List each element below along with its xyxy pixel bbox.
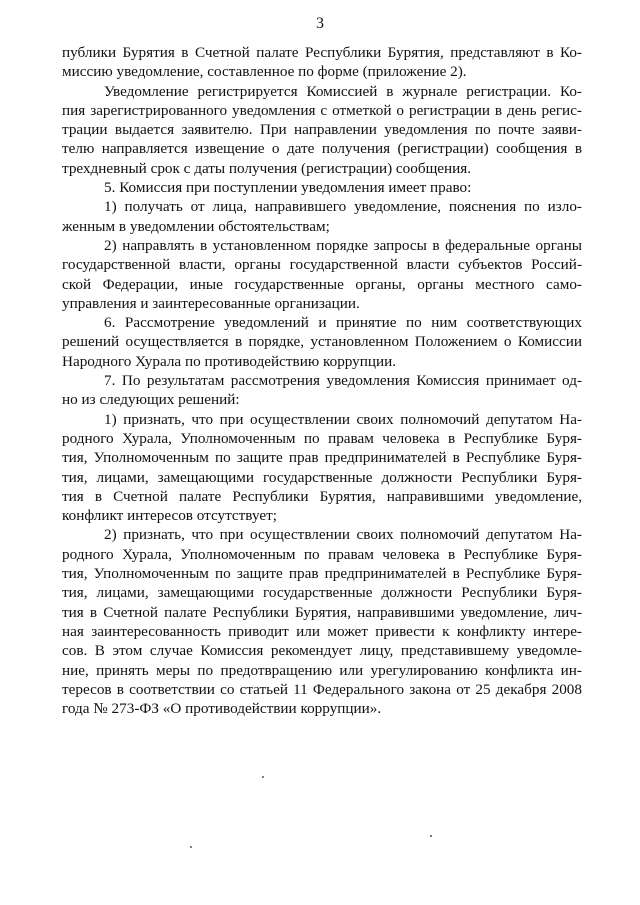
text-line: года № 273-ФЗ «О противодействии коррупции». (62, 700, 382, 718)
text-line: решений осуществляется в порядке, установленном Положением о Комиссии (62, 333, 582, 351)
text-line: пия зарегистрированного уведомления с отметкой о регистрации в день регис- (62, 101, 582, 119)
text-line: ской Федерации, иные государственные органы, органы местного само- (62, 275, 582, 293)
text-line: но из следующих решений: (62, 391, 240, 409)
scan-speck (430, 835, 432, 837)
text-line: 6. Рассмотрение уведомлений и принятие по ним соответствующих (104, 314, 582, 332)
text-line: тия, Уполномоченным по защите прав предпринимателей в Республике Буря- (62, 449, 582, 467)
text-line: миссию уведомление, составленное по форме (приложение 2). (62, 63, 467, 81)
scan-speck (190, 846, 192, 848)
text-line: конфликт интересов отсутствует; (62, 507, 277, 525)
text-line: телю направляется извещение о дате получения (регистрации) сообщения в (62, 140, 582, 158)
text-line: тия в Счетной палате Республики Бурятия, направившими уведомление, лич- (62, 603, 582, 621)
text-line: тия, лицами, замещающими государственные должности Республики Буря- (62, 584, 582, 602)
text-line: трехдневный срок с даты получения (регистрации) сообщения. (62, 159, 472, 177)
text-line: 2) признать, что при осуществлении своих полномочий депутатом На- (104, 526, 582, 544)
text-line: публики Бурятия в Счетной палате Республики Бурятия, представляют в Ко- (62, 44, 582, 61)
text-line: тересов в соответствии со статьей 11 Федерального закона от 25 декабря 2008 (62, 680, 582, 698)
scan-speck (262, 776, 264, 778)
text-line: родного Хурала, Уполномоченным по правам человека в Республике Буря- (62, 429, 582, 447)
text-line: сов. В этом случае Комиссия рекомендует лицу, представившему уведомле- (62, 642, 582, 660)
text-line: Народного Хурала по противодействию коррупции. (62, 352, 397, 370)
text-line: государственной власти, органы государственной власти субъектов Россий- (62, 256, 582, 274)
text-line: 1) признать, что при осуществлении своих полномочий депутатом На- (104, 410, 582, 428)
text-line: тия в Счетной палате Республики Бурятия, направившими уведомление, (62, 487, 582, 505)
text-line: ная заинтересованность приводит или может привести к конфликту интере- (62, 622, 582, 640)
text-line: тия, лицами, замещающими государственные должности Республики Буря- (62, 468, 582, 486)
text-line: 7. По результатам рассмотрения уведомления Комиссия принимает од- (104, 372, 582, 390)
text-line: 1) получать от лица, направившего уведомление, пояснения по изло- (104, 198, 582, 216)
text-line: трации выдается заявителю. При направлении уведомления по почте заяви- (62, 121, 582, 139)
text-line: ние, принять меры по предотвращению или урегулированию конфликта ин- (62, 661, 582, 679)
text-line: 2) направлять в установленном порядке запросы в федеральные органы (104, 236, 582, 254)
text-line: управления и заинтересованные организации. (62, 294, 360, 312)
page-number: 3 (316, 15, 324, 32)
text-line: родного Хурала, Уполномоченным по правам человека в Республике Буря- (62, 545, 582, 563)
text-line: Уведомление регистрируется Комиссией в журнале регистрации. Ко- (104, 82, 582, 100)
text-line: тия, Уполномоченным по защите прав предпринимателей в Республике Буря- (62, 565, 582, 583)
text-line: женным в уведомлении обстоятельствам; (62, 217, 330, 235)
text-line: 5. Комиссия при поступлении уведомления имеет право: (104, 179, 472, 197)
